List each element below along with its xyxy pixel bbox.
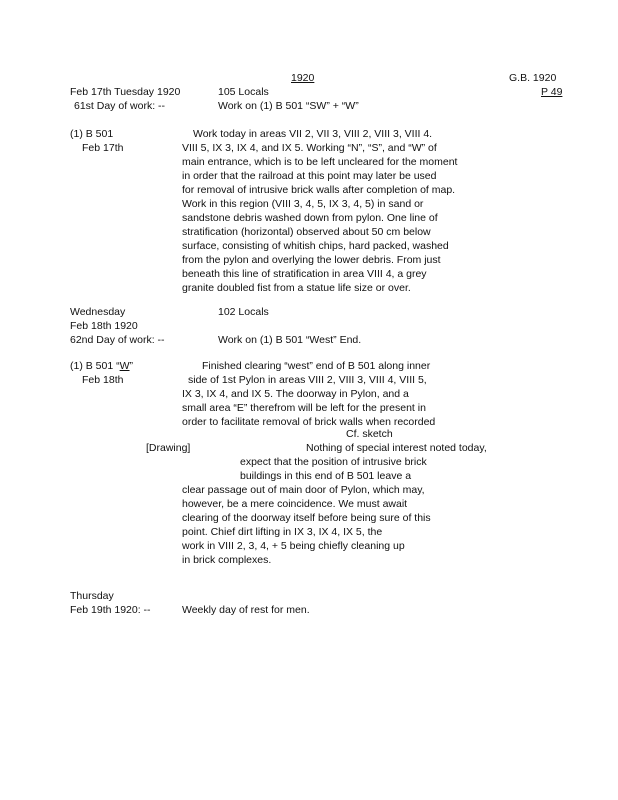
- feb17-body-line: Work in this region (VIII 3, 4, 5, IX 3, 4, 5) in sand or: [182, 198, 424, 210]
- feb17-side-label: (1) B 501: [70, 128, 114, 140]
- feb18-body-line: however, be a mere coincidence. We must await: [182, 498, 408, 510]
- feb17-day-of-work: 61st Day of work: --: [74, 100, 166, 112]
- page-number: P 49: [541, 86, 563, 98]
- feb18-body-line: point. Chief dirt lifting in IX 3, IX 4, IX 5, the: [182, 526, 383, 538]
- feb18-body-line: expect that the position of intrusive brick: [240, 456, 427, 468]
- feb19-note: Weekly day of rest for men.: [182, 604, 310, 616]
- feb18-body-line: buildings in this end of B 501 leave a: [240, 470, 412, 482]
- feb17-body-line: surface, consisting of whitish chips, hard packed, washed: [182, 240, 449, 252]
- feb18-side-date: Feb 18th: [82, 374, 124, 386]
- feb18-day-of-work: 62nd Day of work: --: [70, 334, 165, 346]
- feb18-weekday: Wednesday: [70, 306, 126, 318]
- feb17-body-line: from the pylon and overlying the lower debris. From just: [182, 254, 441, 266]
- feb17-body-line: stratification (horizontal) observed about 50 cm below: [182, 226, 431, 238]
- feb18-side-label-suffix: ”: [129, 360, 134, 372]
- feb18-body-line: work in VIII 2, 3, 4, + 5 being chiefly cleaning up: [182, 540, 405, 552]
- feb17-body-line: Work today in areas VII 2, VII 3, VIII 2, VIII 3, VIII 4.: [193, 128, 433, 140]
- header-year: 1920: [291, 72, 315, 84]
- feb17-body-line: VIII 5, IX 3, IX 4, and IX 5. Working “N”, “S”, and “W” of: [182, 142, 437, 154]
- feb17-workers: 105 Locals: [218, 86, 269, 98]
- feb18-body-line: side of 1st Pylon in areas VIII 2, VIII 3, VIII 4, VIII 5,: [188, 374, 427, 386]
- feb17-side-date: Feb 17th: [82, 142, 124, 154]
- feb17-date-line: Feb 17th Tuesday 1920: [70, 86, 181, 98]
- feb18-body-line: Finished clearing “west” end of B 501 along inner: [202, 360, 431, 372]
- feb17-body-line: for removal of intrusive brick walls after completion of map.: [182, 184, 456, 196]
- feb18-date-line: Feb 18th 1920: [70, 320, 138, 332]
- feb18-body-line: small area “E” therefrom will be left for the present in: [182, 402, 426, 414]
- feb19-date-line: Feb 19th 1920: --: [70, 604, 151, 616]
- feb18-work-on: Work on (1) B 501 “West” End.: [218, 334, 362, 346]
- feb18-side-label-w: W: [119, 360, 130, 372]
- feb18-body-line: in brick complexes.: [182, 554, 272, 566]
- feb18-body-line: order to facilitate removal of brick walls when recorded: [182, 416, 436, 428]
- feb18-side-label: [70, 360, 133, 373]
- feb17-body-line: main entrance, which is to be left uncleared for the moment: [182, 156, 458, 168]
- feb18-workers: 102 Locals: [218, 306, 269, 318]
- feb18-body-line: IX 3, IX 4, and IX 5. The doorway in Pylon, and a: [182, 388, 409, 400]
- feb17-body-line: sandstone debris washed down from pylon. One line of: [182, 212, 438, 224]
- feb19-weekday: Thursday: [70, 590, 114, 602]
- header-gb-label: G.B. 1920: [509, 72, 557, 84]
- feb18-body-line: clearing of the doorway itself before being sure of this: [182, 512, 431, 524]
- feb18-body-line: clear passage out of main door of Pylon, which may,: [182, 484, 425, 496]
- feb17-body-line: beneath this line of stratification in area VIII 4, a grey: [182, 268, 427, 280]
- drawing-placeholder: [Drawing]: [146, 442, 191, 454]
- feb17-body-line: in order that the railroad at this point may later be used: [182, 170, 437, 182]
- cf-sketch-note: Cf. sketch: [346, 428, 393, 440]
- feb17-body-line: granite doubled fist from a statue life size or over.: [182, 282, 411, 294]
- feb18-body-line: Nothing of special interest noted today,: [306, 442, 487, 454]
- feb18-side-label-prefix: (1) B 501 “: [70, 360, 120, 372]
- feb17-work-on: Work on (1) B 501 “SW” + “W”: [218, 100, 359, 112]
